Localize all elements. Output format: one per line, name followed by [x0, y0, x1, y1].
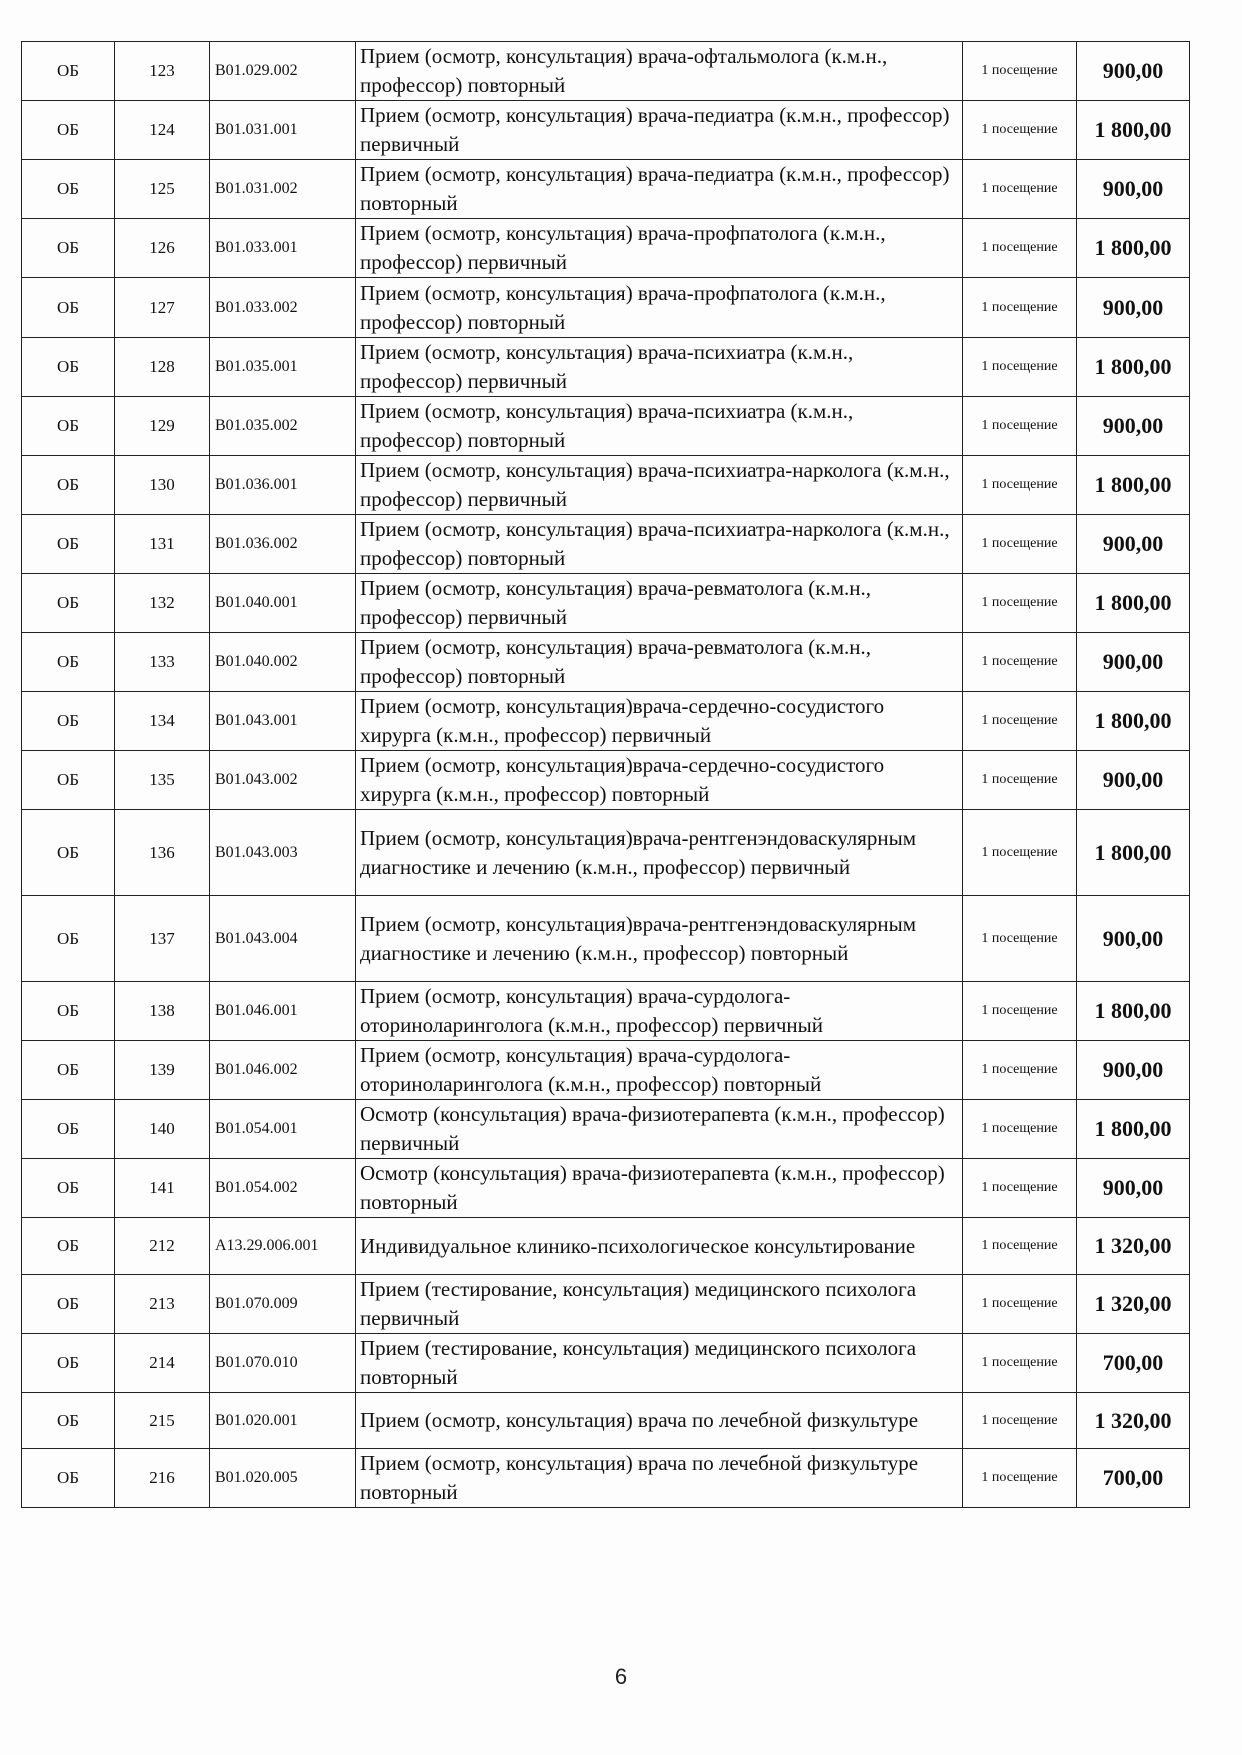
- cell-code: B01.046.002: [210, 1041, 356, 1100]
- cell-service-name: Прием (осмотр, консультация) врача-профпатолога (к.м.н., профессор) повторный: [356, 278, 963, 338]
- cell-service-name: Прием (осмотр, консультация) врача-офтальмолога (к.м.н., профессор) повторный: [356, 42, 963, 101]
- cell-unit: 1 посещение: [963, 1159, 1077, 1218]
- cell-service-name: Прием (осмотр, консультация) врача-психиатра (к.м.н., профессор) повторный: [356, 397, 963, 456]
- cell-price: 900,00: [1077, 1159, 1190, 1218]
- cell-type: ОБ: [22, 633, 115, 692]
- table-row: [22, 633, 1190, 692]
- table-row: [22, 219, 1190, 278]
- cell-unit: 1 посещение: [963, 515, 1077, 574]
- cell-service-name: Прием (осмотр, консультация) врача-сурдолога-оториноларинголога (к.м.н., профессор) повторный: [356, 1041, 963, 1100]
- cell-price: 1 800,00: [1077, 982, 1190, 1041]
- cell-type: ОБ: [22, 338, 115, 397]
- cell-code: B01.040.001: [210, 574, 356, 633]
- cell-unit: 1 посещение: [963, 982, 1077, 1041]
- table-row: [22, 515, 1190, 574]
- cell-number: 140: [115, 1100, 210, 1159]
- cell-type: ОБ: [22, 101, 115, 160]
- cell-price: 900,00: [1077, 160, 1190, 219]
- cell-unit: 1 посещение: [963, 810, 1077, 896]
- cell-type: ОБ: [22, 1449, 115, 1508]
- cell-unit: 1 посещение: [963, 896, 1077, 982]
- cell-price: 900,00: [1077, 896, 1190, 982]
- cell-unit: 1 посещение: [963, 692, 1077, 751]
- cell-price: 1 320,00: [1077, 1393, 1190, 1449]
- cell-service-name: Прием (осмотр, консультация)врача-рентгенэндоваскулярным диагностике и лечению (к.м.н., профессор) первичный: [356, 810, 963, 896]
- cell-service-name: Прием (тестирование, консультация) медицинского психолога повторный: [356, 1334, 963, 1393]
- cell-type: ОБ: [22, 1041, 115, 1100]
- cell-unit: 1 посещение: [963, 1041, 1077, 1100]
- cell-code: B01.054.001: [210, 1100, 356, 1159]
- table-row: [22, 160, 1190, 219]
- cell-number: 126: [115, 219, 210, 278]
- cell-price: 900,00: [1077, 633, 1190, 692]
- cell-unit: 1 посещение: [963, 397, 1077, 456]
- cell-unit: 1 посещение: [963, 1275, 1077, 1334]
- cell-service-name: Прием (осмотр, консультация) врача-педиатра (к.м.н., профессор) первичный: [356, 101, 963, 160]
- cell-unit: 1 посещение: [963, 574, 1077, 633]
- cell-type: ОБ: [22, 1393, 115, 1449]
- table-row: [22, 397, 1190, 456]
- cell-unit: 1 посещение: [963, 1334, 1077, 1393]
- cell-service-name: Прием (осмотр, консультация)врача-сердечно-сосудистого хирурга (к.м.н., профессор) повторный: [356, 751, 963, 810]
- cell-unit: 1 посещение: [963, 338, 1077, 397]
- cell-unit: 1 посещение: [963, 456, 1077, 515]
- cell-price: 900,00: [1077, 397, 1190, 456]
- cell-type: ОБ: [22, 1100, 115, 1159]
- cell-code: B01.043.003: [210, 810, 356, 896]
- table-row: [22, 456, 1190, 515]
- page-number: 6: [614, 1664, 628, 1689]
- table-row: [22, 278, 1190, 338]
- cell-price: 1 800,00: [1077, 456, 1190, 515]
- cell-service-name: Прием (осмотр, консультация)врача-сердечно-сосудистого хирурга (к.м.н., профессор) первичный: [356, 692, 963, 751]
- cell-price: 900,00: [1077, 278, 1190, 338]
- table-row: [22, 692, 1190, 751]
- cell-service-name: Прием (осмотр, консультация) врача-психиатра-нарколога (к.м.н., профессор) повторный: [356, 515, 963, 574]
- table-row: [22, 1275, 1190, 1334]
- cell-price: 900,00: [1077, 515, 1190, 574]
- cell-code: B01.020.005: [210, 1449, 356, 1508]
- cell-type: ОБ: [22, 692, 115, 751]
- cell-number: 127: [115, 278, 210, 338]
- cell-service-name: Прием (осмотр, консультация) врача-педиатра (к.м.н., профессор) повторный: [356, 160, 963, 219]
- cell-number: 128: [115, 338, 210, 397]
- price-table: [21, 41, 1190, 1508]
- cell-type: ОБ: [22, 574, 115, 633]
- cell-type: ОБ: [22, 1334, 115, 1393]
- cell-code: B01.070.010: [210, 1334, 356, 1393]
- cell-number: 139: [115, 1041, 210, 1100]
- cell-price: 1 320,00: [1077, 1275, 1190, 1334]
- cell-service-name: Индивидуальное клинико-психологическое консультирование: [356, 1218, 963, 1275]
- cell-type: ОБ: [22, 42, 115, 101]
- cell-price: 1 800,00: [1077, 101, 1190, 160]
- cell-unit: 1 посещение: [963, 219, 1077, 278]
- cell-number: 137: [115, 896, 210, 982]
- cell-unit: 1 посещение: [963, 101, 1077, 160]
- cell-service-name: Прием (тестирование, консультация) медицинского психолога первичный: [356, 1275, 963, 1334]
- cell-number: 132: [115, 574, 210, 633]
- cell-code: B01.040.002: [210, 633, 356, 692]
- cell-unit: 1 посещение: [963, 1449, 1077, 1508]
- cell-price: 900,00: [1077, 1041, 1190, 1100]
- table-row: [22, 1218, 1190, 1275]
- cell-service-name: Прием (осмотр, консультация) врача-психиатра-нарколога (к.м.н., профессор) первичный: [356, 456, 963, 515]
- table-row: [22, 896, 1190, 982]
- cell-type: ОБ: [22, 1159, 115, 1218]
- cell-number: 131: [115, 515, 210, 574]
- cell-type: ОБ: [22, 810, 115, 896]
- cell-type: ОБ: [22, 160, 115, 219]
- cell-number: 133: [115, 633, 210, 692]
- table-row: [22, 42, 1190, 101]
- cell-unit: 1 посещение: [963, 1218, 1077, 1275]
- cell-code: B01.029.002: [210, 42, 356, 101]
- cell-service-name: Осмотр (консультация) врача-физиотерапевта (к.м.н., профессор) первичный: [356, 1100, 963, 1159]
- cell-price: 900,00: [1077, 42, 1190, 101]
- cell-unit: 1 посещение: [963, 42, 1077, 101]
- cell-number: 138: [115, 982, 210, 1041]
- cell-type: ОБ: [22, 515, 115, 574]
- cell-code: B01.043.001: [210, 692, 356, 751]
- cell-number: 135: [115, 751, 210, 810]
- cell-number: 214: [115, 1334, 210, 1393]
- cell-code: B01.070.009: [210, 1275, 356, 1334]
- cell-price: 700,00: [1077, 1449, 1190, 1508]
- cell-number: 125: [115, 160, 210, 219]
- cell-service-name: Прием (осмотр, консультация) врача-ревматолога (к.м.н., профессор) повторный: [356, 633, 963, 692]
- cell-type: ОБ: [22, 896, 115, 982]
- cell-code: B01.031.001: [210, 101, 356, 160]
- cell-number: 129: [115, 397, 210, 456]
- cell-code: B01.035.002: [210, 397, 356, 456]
- cell-type: ОБ: [22, 397, 115, 456]
- cell-type: ОБ: [22, 751, 115, 810]
- cell-unit: 1 посещение: [963, 278, 1077, 338]
- cell-number: 123: [115, 42, 210, 101]
- cell-price: 1 800,00: [1077, 574, 1190, 633]
- cell-code: B01.035.001: [210, 338, 356, 397]
- table-row: [22, 338, 1190, 397]
- table-row: [22, 982, 1190, 1041]
- table-row: [22, 1449, 1190, 1508]
- cell-price: 1 320,00: [1077, 1218, 1190, 1275]
- cell-unit: 1 посещение: [963, 1393, 1077, 1449]
- table-row: [22, 1041, 1190, 1100]
- cell-service-name: Прием (осмотр, консультация) врача по лечебной физкультуре: [356, 1393, 963, 1449]
- cell-number: 134: [115, 692, 210, 751]
- table-row: [22, 1159, 1190, 1218]
- cell-code: B01.036.002: [210, 515, 356, 574]
- table-row: [22, 751, 1190, 810]
- cell-code: B01.020.001: [210, 1393, 356, 1449]
- table-row: [22, 101, 1190, 160]
- cell-number: 216: [115, 1449, 210, 1508]
- cell-price: 1 800,00: [1077, 338, 1190, 397]
- cell-number: 212: [115, 1218, 210, 1275]
- cell-unit: 1 посещение: [963, 1100, 1077, 1159]
- cell-number: 215: [115, 1393, 210, 1449]
- cell-service-name: Прием (осмотр, консультация) врача-психиатра (к.м.н., профессор) первичный: [356, 338, 963, 397]
- cell-unit: 1 посещение: [963, 160, 1077, 219]
- cell-type: ОБ: [22, 982, 115, 1041]
- cell-type: ОБ: [22, 219, 115, 278]
- cell-number: 136: [115, 810, 210, 896]
- cell-number: 213: [115, 1275, 210, 1334]
- cell-code: B01.036.001: [210, 456, 356, 515]
- cell-number: 124: [115, 101, 210, 160]
- cell-code: B01.054.002: [210, 1159, 356, 1218]
- table-row: [22, 574, 1190, 633]
- table-row: [22, 810, 1190, 896]
- cell-code: B01.031.002: [210, 160, 356, 219]
- cell-service-name: Прием (осмотр, консультация) врача-сурдолога-оториноларинголога (к.м.н., профессор) первичный: [356, 982, 963, 1041]
- cell-service-name: Прием (осмотр, консультация) врача-профпатолога (к.м.н., профессор) первичный: [356, 219, 963, 278]
- cell-code: B01.033.002: [210, 278, 356, 338]
- cell-type: ОБ: [22, 1218, 115, 1275]
- cell-price: 1 800,00: [1077, 810, 1190, 896]
- cell-code: B01.033.001: [210, 219, 356, 278]
- cell-type: ОБ: [22, 1275, 115, 1334]
- table-row: [22, 1334, 1190, 1393]
- cell-unit: 1 посещение: [963, 751, 1077, 810]
- cell-type: ОБ: [22, 456, 115, 515]
- cell-price: 900,00: [1077, 751, 1190, 810]
- cell-service-name: Прием (осмотр, консультация) врача по лечебной физкультуре повторный: [356, 1449, 963, 1508]
- cell-price: 1 800,00: [1077, 692, 1190, 751]
- table-row: [22, 1393, 1190, 1449]
- cell-service-name: Осмотр (консультация) врача-физиотерапевта (к.м.н., профессор) повторный: [356, 1159, 963, 1218]
- cell-code: B01.046.001: [210, 982, 356, 1041]
- cell-service-name: Прием (осмотр, консультация) врача-ревматолога (к.м.н., профессор) первичный: [356, 574, 963, 633]
- cell-code: B01.043.004: [210, 896, 356, 982]
- cell-code: B01.043.002: [210, 751, 356, 810]
- table-row: [22, 1100, 1190, 1159]
- cell-price: 1 800,00: [1077, 219, 1190, 278]
- cell-code: A13.29.006.001: [210, 1218, 356, 1275]
- cell-service-name: Прием (осмотр, консультация)врача-рентгенэндоваскулярным диагностике и лечению (к.м.н., профессор) повторный: [356, 896, 963, 982]
- cell-unit: 1 посещение: [963, 633, 1077, 692]
- table-body: [22, 42, 1190, 1508]
- cell-type: ОБ: [22, 278, 115, 338]
- cell-price: 700,00: [1077, 1334, 1190, 1393]
- cell-number: 141: [115, 1159, 210, 1218]
- cell-price: 1 800,00: [1077, 1100, 1190, 1159]
- cell-number: 130: [115, 456, 210, 515]
